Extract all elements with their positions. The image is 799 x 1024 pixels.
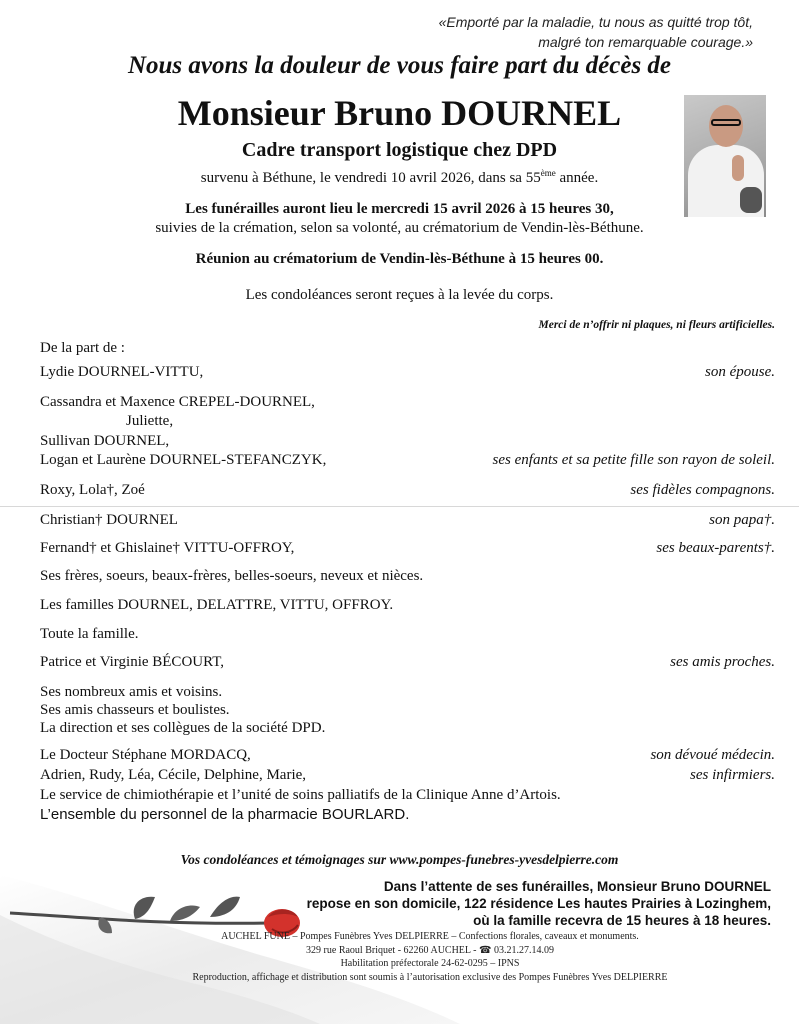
father-name: Christian† DOURNEL [40, 512, 178, 528]
home-rest-line-2: repose en son domicile, 122 résidence Les hautes Prairies à Lozinghem, [306, 896, 771, 911]
death-suffix: année. [555, 170, 599, 186]
doctor-role: son dévoué médecin. [650, 747, 775, 763]
funeral-line-1: Les funérailles auront lieu le mercredi 15 avril 2026 à 15 heures 30, [185, 201, 614, 217]
footer-line-2: 329 rue Raoul Briquet - 62260 AUCHEL - ☎ 03.21.27.14.09 [306, 945, 554, 956]
others-line-3: La direction et ses collègues de la société DPD. [40, 720, 326, 736]
portrait-photo [684, 95, 766, 217]
footer-line-1: AUCHEL FUNE – Pompes Funèbres Yves DELPIERRE – Confections florales, caveaux et monuments. [221, 931, 639, 942]
de-la-part: De la part de : [40, 340, 125, 356]
death-prefix: survenu à Béthune, le vendredi 10 avril 2026, dans sa 55 [200, 170, 541, 186]
others-line-1: Ses nombreux amis et voisins. [40, 684, 223, 700]
online-condolences: Vos condoléances et témoignages sur www.pompes-funebres-yvesdelpierre.com [180, 852, 619, 867]
father-role: son papa†. [709, 512, 775, 528]
children-role: ses enfants et sa petite fille son rayon de soleil. [492, 452, 775, 468]
nurses-names: Adrien, Rudy, Léa, Cécile, Delphine, Marie, [40, 767, 307, 783]
death-details [0, 170, 799, 187]
spouse-name: Lydie DOURNEL-VITTU, [40, 364, 204, 380]
friends-names: Patrice et Virginie BÉCOURT, [40, 654, 225, 670]
quote-line-1: «Emporté par la maladie, tu nous as quitté trop tôt, [438, 14, 753, 30]
spouse-role: son épouse. [705, 364, 775, 380]
home-rest-info [307, 878, 771, 929]
pets-names: Roxy, Lola†, Zoé [40, 482, 145, 498]
footer-line-3: Habilitation préfectorale 24-62-0295 – IPNS [340, 958, 520, 969]
condolences-note: Les condoléances seront reçues à la levée du corps. [245, 287, 554, 303]
families: Les familles DOURNEL, DELATTRE, VITTU, OFFROY. [40, 597, 394, 613]
nurses-role: ses infirmiers. [689, 767, 775, 783]
home-rest-line-3: où la famille recevra de 15 heures à 18 heures. [473, 913, 771, 928]
death-sup: ème [540, 168, 556, 178]
deceased-name: Monsieur Bruno DOURNEL [177, 93, 622, 133]
friends-role: ses amis proches. [670, 654, 775, 670]
children-line-1: Cassandra et Maxence CREPEL-DOURNEL, [40, 394, 315, 410]
others-line-2: Ses amis chasseurs et boulistes. [40, 702, 230, 718]
divider [0, 506, 799, 507]
pharmacy-line: L’ensemble du personnel de la pharmacie BOURLARD. [40, 806, 410, 823]
quote-line-2: malgré ton remarquable courage.» [538, 34, 753, 50]
children-line-4: Logan et Laurène DOURNEL-STEFANCZYK, [40, 452, 327, 468]
pets-role: ses fidèles compagnons. [630, 482, 775, 498]
home-rest-line-1: Dans l’attente de ses funérailles, Monsieur Bruno DOURNEL [383, 879, 771, 894]
funeral-line-2: suivies de la crémation, selon sa volonté, au crématorium de Vendin-lès-Béthune. [155, 220, 644, 236]
announcement-heading: Nous avons la douleur de vous faire part du décès de [127, 52, 672, 79]
epigraph-quote [439, 12, 753, 52]
siblings: Ses frères, soeurs, beaux-frères, belles-soeurs, neveux et nièces. [40, 568, 424, 584]
children-line-3: Sullivan DOURNEL, [40, 433, 170, 449]
clinic-line: Le service de chimiothérapie et l’unité de soins palliatifs de la Clinique Anne d’Artois. [40, 787, 561, 803]
in-laws-names: Fernand† et Ghislaine† VITTU-OFFROY, [40, 540, 295, 556]
job-title: Cadre transport logistique chez DPD [241, 139, 558, 161]
children-line-2: Juliette, [126, 413, 174, 429]
meeting-info: Réunion au crématorium de Vendin-lès-Béthune à 15 heures 00. [195, 251, 604, 267]
in-laws-role: ses beaux-parents†. [656, 540, 775, 556]
all-family: Toute la famille. [40, 626, 139, 642]
doctor-name: Le Docteur Stéphane MORDACQ, [40, 747, 251, 763]
flowers-note: Merci de n’offrir ni plaques, ni fleurs artificielles. [538, 319, 775, 331]
footer-line-4: Reproduction, affichage et distribution sont soumis à l’autorisation exclusive des Pompes Funèbres Yves DELPIERRE [192, 972, 668, 983]
